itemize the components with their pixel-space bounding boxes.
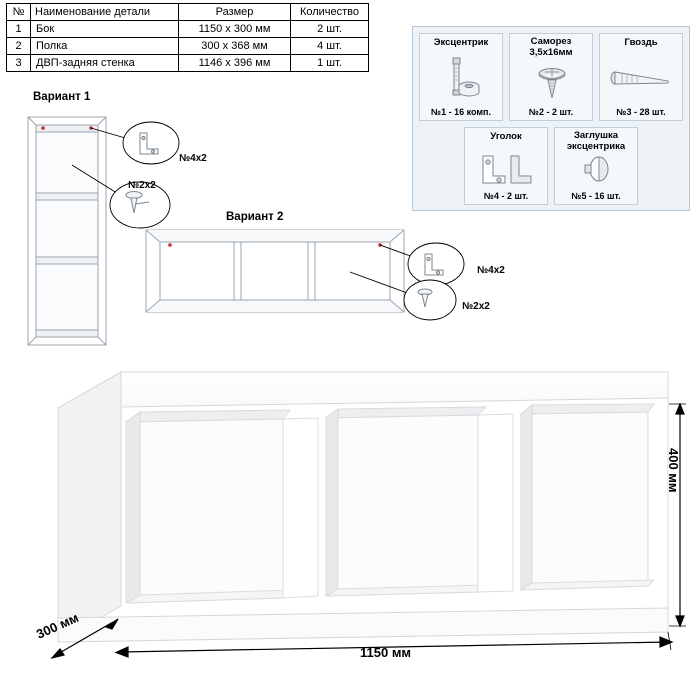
main-cabinet-drawing (28, 360, 688, 680)
cell-part-name: Бок (31, 21, 179, 38)
table-row (7, 38, 369, 55)
corner-bracket-icon (465, 150, 547, 186)
header-number: № (7, 4, 31, 21)
hardware-item-cap (554, 127, 638, 205)
cap-icon (555, 155, 637, 186)
cam-lock-icon (420, 56, 502, 102)
hardware-item-screw (509, 33, 593, 121)
cell-quantity: 2 шт. (291, 21, 369, 38)
cell-quantity: 1 шт. (291, 55, 369, 72)
variant2-caption: Вариант 2 (226, 211, 284, 223)
hardware-quantity: №5 - 16 шт. (571, 191, 621, 201)
hardware-quantity: №1 - 16 комп. (431, 107, 491, 117)
hardware-item-nail (599, 33, 683, 121)
dimension-depth: 300 мм (34, 609, 81, 642)
hardware-quantity: №3 - 28 шт. (616, 107, 666, 117)
table-row (7, 21, 369, 38)
cell-number: 1 (7, 21, 31, 38)
hardware-item-cam-lock (419, 33, 503, 121)
hardware-title-line2: эксцентрика (566, 141, 626, 152)
hardware-item-corner-bracket (464, 127, 548, 205)
cell-size: 1146 x 396 мм (179, 55, 291, 72)
variant2-callout-label-2: №2x2 (462, 301, 490, 312)
table-row (7, 55, 369, 72)
nail-icon (600, 56, 682, 102)
hardware-quantity: №4 - 2 шт. (483, 191, 529, 201)
hardware-title-line1: Саморез (530, 36, 572, 47)
hardware-title-line1: Заглушка (573, 130, 619, 141)
cell-quantity: 4 шт. (291, 38, 369, 55)
header-quantity: Количество (291, 4, 369, 21)
hardware-title: Гвоздь (624, 37, 658, 48)
parts-table (6, 3, 369, 72)
variant2-callout-label-1: №4x2 (477, 265, 505, 276)
cell-part-name: ДВП-задняя стенка (31, 55, 179, 72)
table-header-row (7, 4, 369, 21)
dimension-width: 1150 мм (360, 645, 412, 660)
header-part-name: Наименование детали (31, 4, 179, 21)
header-size: Размер (179, 4, 291, 21)
hardware-quantity: №2 - 2 шт. (528, 107, 574, 117)
variant2-drawing (140, 222, 470, 332)
variant1-caption: Вариант 1 (33, 91, 91, 103)
hardware-title-line2: 3,5x16мм (529, 47, 573, 58)
cell-number: 3 (7, 55, 31, 72)
variant1-callout-label-2: №2x2 (128, 180, 156, 191)
dimension-height: 400 мм (666, 448, 681, 493)
cell-part-name: Полка (31, 38, 179, 55)
cell-size: 1150 x 300 мм (179, 21, 291, 38)
hardware-panel (412, 26, 690, 211)
cell-number: 2 (7, 38, 31, 55)
hardware-title: Уголок (490, 131, 522, 142)
hardware-title: Эксцентрик (433, 37, 489, 48)
variant1-callout-label-1: №4x2 (179, 153, 207, 164)
screw-icon (510, 62, 592, 102)
cell-size: 300 x 368 мм (179, 38, 291, 55)
